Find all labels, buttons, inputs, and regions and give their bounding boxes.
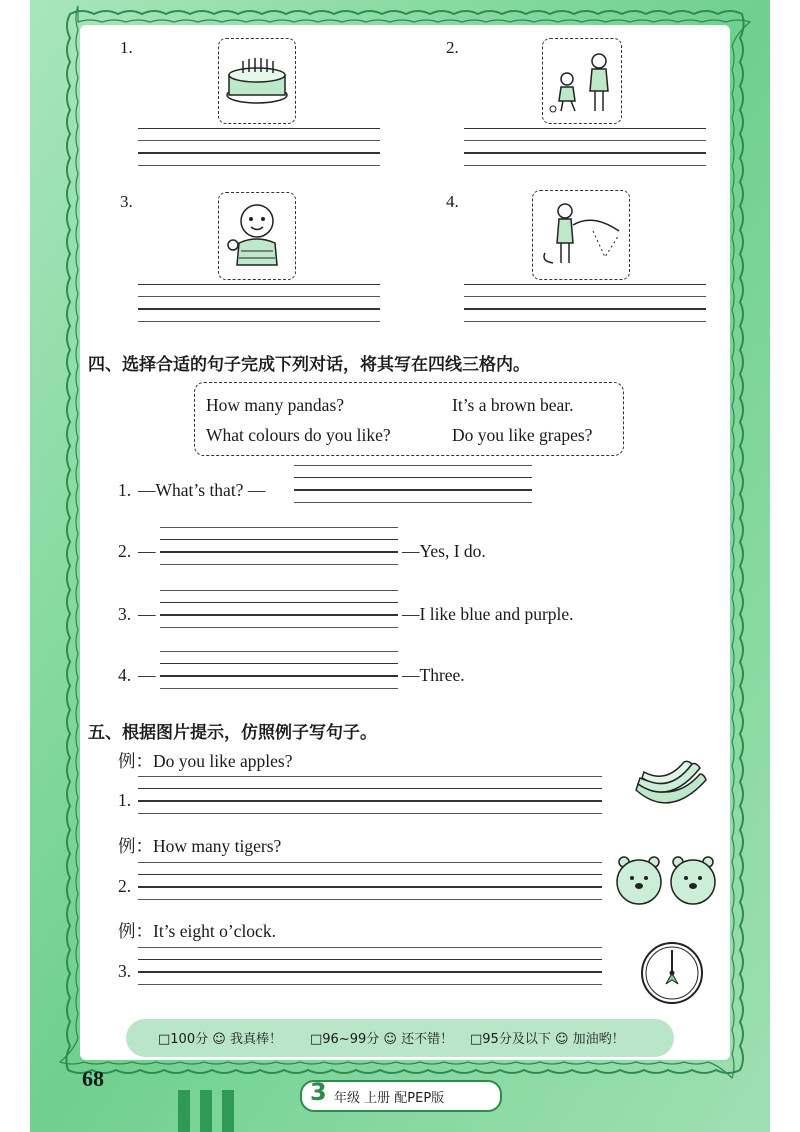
section-5-title: 五、根据图片提示，仿照例子写句子。 — [88, 723, 377, 743]
item-number: 3. — [120, 192, 133, 211]
writing-lines[interactable] — [138, 776, 602, 825]
section-4-title: 四、选择合适的句子完成下列对话，将其写在四线三格内。 — [88, 355, 530, 375]
baby-icon — [218, 192, 296, 280]
grade-number: 3 — [310, 1078, 327, 1106]
dialog-prompt: — — [138, 604, 156, 624]
score-option[interactable]: □96~99分 ☺ 还不错！ — [310, 1032, 454, 1047]
bananas-icon — [630, 760, 710, 829]
dialog-number: 1. — [118, 480, 132, 500]
clock-icon — [640, 940, 704, 1011]
writing-lines[interactable] — [464, 128, 706, 177]
dialog-response: —I like blue and purple. — [402, 604, 574, 624]
item-number: 2. — [446, 38, 459, 57]
item-number: 3. — [118, 961, 132, 981]
dialog-prompt: — — [138, 665, 156, 685]
dialog-number: 3. — [118, 604, 132, 624]
item-number: 1. — [120, 38, 133, 57]
writing-lines[interactable] — [138, 128, 380, 177]
dialog-response: —Yes, I do. — [402, 541, 486, 561]
children-playing-icon — [542, 38, 622, 124]
writing-lines[interactable] — [464, 284, 706, 333]
cheer-face-icon: ☺ — [554, 1032, 569, 1047]
writing-lines[interactable] — [138, 947, 602, 996]
writing-lines[interactable] — [138, 284, 380, 333]
item-number: 2. — [118, 876, 132, 896]
example-sentence: 例：How many tigers? — [118, 836, 282, 856]
option-text: What colours do you like? — [206, 425, 391, 445]
girl-watering-icon — [532, 190, 630, 280]
dialog-number: 4. — [118, 665, 132, 685]
dialog-prompt: —What’s that? — — [138, 480, 266, 500]
star-face-icon: ☺ — [212, 1032, 226, 1047]
smile-face-icon: ☺ — [383, 1032, 397, 1047]
answer-lines[interactable] — [160, 651, 398, 700]
answer-lines[interactable] — [160, 527, 398, 576]
option-text: It’s a brown bear. — [452, 395, 574, 415]
score-option[interactable]: □100分 ☺ 我真棒！ — [158, 1032, 282, 1047]
dialog-number: 2. — [118, 541, 132, 561]
item-number: 4. — [446, 192, 459, 211]
example-sentence: 例：It’s eight o’clock. — [118, 921, 276, 941]
item-number: 1. — [118, 790, 132, 810]
polar-bears-icon — [612, 852, 724, 915]
page-number: 68 — [82, 1066, 104, 1091]
cake-icon — [218, 38, 296, 124]
option-text: How many pandas? — [206, 395, 345, 415]
score-option[interactable]: □95分及以下 ☺ 加油哟！ — [470, 1032, 625, 1047]
writing-lines[interactable] — [138, 862, 602, 911]
answer-lines[interactable] — [294, 465, 532, 514]
grade-text: 年级 上册 配PEP版 — [334, 1091, 445, 1106]
option-text: Do you like grapes? — [452, 425, 593, 445]
dialog-response: —Three. — [402, 665, 465, 685]
dialog-prompt: — — [138, 541, 156, 561]
answer-lines[interactable] — [160, 590, 398, 639]
example-sentence: 例：Do you like apples? — [118, 751, 293, 771]
